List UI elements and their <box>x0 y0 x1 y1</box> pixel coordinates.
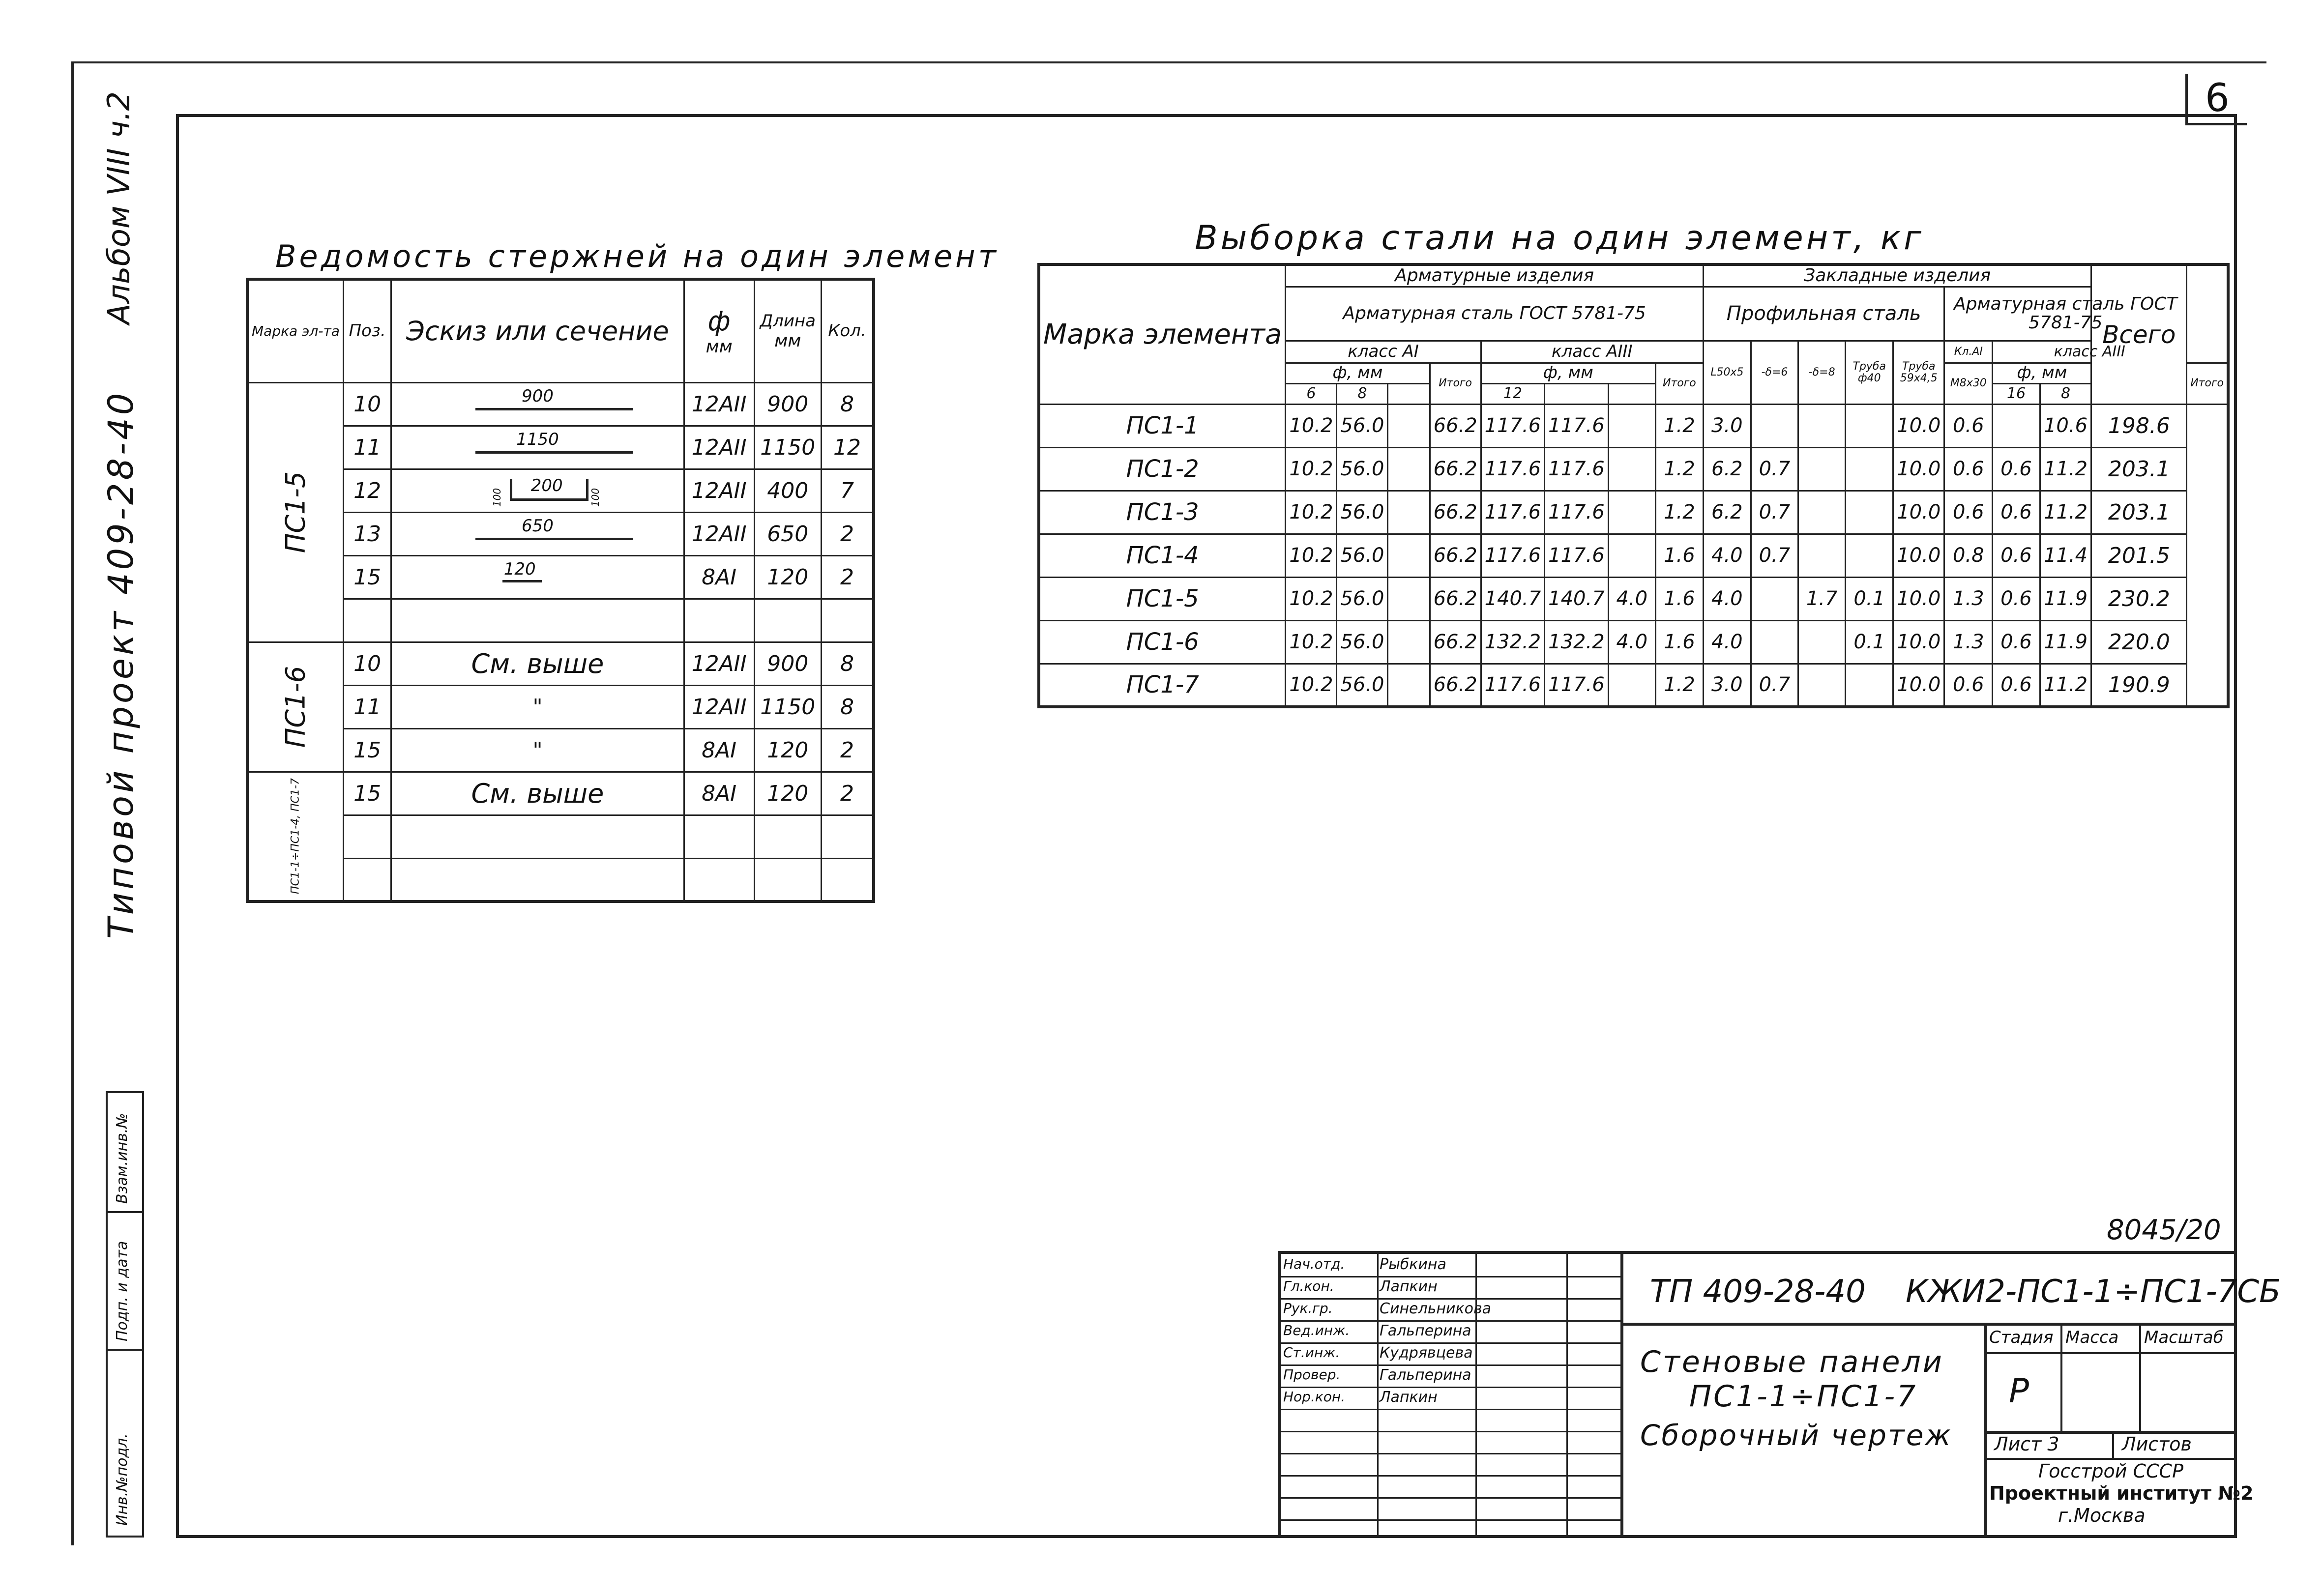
mass-label: Масса <box>2065 1328 2119 1347</box>
cell-l50: 4.0 <box>1608 620 1655 664</box>
col-sketch: Эскиз или сечение <box>391 279 684 382</box>
col-pos: Поз. <box>343 279 391 382</box>
signature-row <box>1281 1387 1620 1410</box>
cell-p40 <box>1751 620 1798 664</box>
cell-p40 <box>1751 404 1798 447</box>
cell-c6: 10.2 <box>1286 577 1337 620</box>
steel-table: Марка элемента Арматурные изделия Закладные изделия Всего Арматурная сталь ГОСТ 5781-75 Профильная сталь Арматурная сталь ГОСТ 5781-75 класс AI класс AIII L50x5 -δ=6 -δ=8 Труба ф40 Труба 59х4,5 Кл.АI класс AIII ф, мм Итого ф, мм Итого М8х30 ф, мм Итого 6 8 12 16 8 ПС1-1 10.2 56.0 66.2 117.6 117.6 1.2 3.0 10.0 0.6 10.6 198.6 ПС1-2 10.2 56.0 66.2 117.6 117.6 1.2 6.2 0.7 10.0 0.6 0.6 11.2 203.1 ПС1-3 10.2 56.0 66.2 117.6 117.6 1.2 6.2 0.7 10.0 0.6 0.6 11.2 203.1 ПС1-4 10.2 56.0 66.2 117.6 117.6 1.6 4.0 0.7 10.0 0.8 0.6 11.4 201.5 ПС1-5 10.2 56.0 66.2 140.7 140.7 4.0 1.6 4.0 1.7 0.1 10.0 1.3 0.6 11.9 230.2 ПС1-6 10.2 56.0 66.2 132.2 132.2 4.0 1.6 4.0 0.1 10.0 1.3 0.6 11.9 220.0 ПС1-7 10.2 56.0 66.2 117.6 117.6 1.2 3.0 0.7 10.0 0.6 0.6 11.2 190.9 <box>1037 263 2230 708</box>
cell-blank <box>1388 491 1430 534</box>
person-name: Гальперина <box>1380 1322 1471 1339</box>
cell-it2: 117.6 <box>1545 534 1609 577</box>
cell-d8: 4.0 <box>1703 577 1751 620</box>
cell-d8: 6.2 <box>1703 491 1751 534</box>
cell-it2: 117.6 <box>1545 664 1609 707</box>
table-row <box>1039 534 2228 577</box>
cell-m8: 0.1 <box>1846 620 1893 664</box>
cell-p59 <box>1798 491 1846 534</box>
cell-e10: 0.6 <box>1993 664 2040 707</box>
cell-d6: 1.6 <box>1655 620 1703 664</box>
signature-row <box>1281 1431 1620 1454</box>
name-line3: Сборочный чертеж <box>1640 1419 1952 1452</box>
signature-row <box>1281 1342 1620 1366</box>
cell-total: 203.1 <box>2091 491 2187 534</box>
cell-e10 <box>1993 404 2040 447</box>
cell-e8: 0.6 <box>1944 447 1993 491</box>
cell-total: 203.1 <box>2091 447 2187 491</box>
cell-p40: 0.7 <box>1751 534 1798 577</box>
sheets-label: Листов <box>2122 1433 2192 1455</box>
group-mark-ps1-other: ПС1-1÷ПС1-4, ПС1-7 <box>247 772 343 901</box>
person-name: Рыбкина <box>1380 1256 1446 1273</box>
archive-number: 8045/20 <box>2107 1214 2221 1246</box>
cell-d8: 4.0 <box>1703 534 1751 577</box>
cell-total: 198.6 <box>2091 404 2187 447</box>
u-bar-sketch: 200 100 100 <box>391 469 684 512</box>
col-qty: Кол. <box>821 279 874 382</box>
table-row <box>1039 664 2228 707</box>
cell-it2: 140.7 <box>1545 577 1609 620</box>
cell-e8: 0.6 <box>1944 404 1993 447</box>
cell-p59 <box>1798 534 1846 577</box>
side-album-label: Альбом VIII ч.2 <box>101 91 137 324</box>
cell-p40 <box>1751 577 1798 620</box>
cell-m8: 0.1 <box>1846 577 1893 620</box>
org-line3: г.Москва <box>2058 1505 2146 1526</box>
cell-e8: 1.3 <box>1944 620 1993 664</box>
signature-row <box>1281 1475 1620 1499</box>
person-name: Синельникова <box>1380 1300 1492 1317</box>
cell-e10: 0.6 <box>1993 620 2040 664</box>
col-length: Длина мм <box>754 279 821 382</box>
cell-total: 201.5 <box>2091 534 2187 577</box>
element-mark: ПС1-4 <box>1039 534 1286 577</box>
cell-p40: 0.7 <box>1751 447 1798 491</box>
element-mark: ПС1-6 <box>1039 620 1286 664</box>
cell-p59 <box>1798 447 1846 491</box>
role-label: Нор.кон. <box>1283 1389 1346 1405</box>
table-row: 13 650 12AII 650 2 <box>247 512 874 555</box>
role-label: Гл.кон. <box>1283 1278 1334 1294</box>
cell-blank <box>1388 620 1430 664</box>
cell-blank <box>1388 404 1430 447</box>
table-row: 12 200 100 100 12AII 400 7 <box>247 469 874 512</box>
cell-c6: 10.2 <box>1286 664 1337 707</box>
cell-d6: 1.6 <box>1655 577 1703 620</box>
cell-it3: 11.9 <box>2040 620 2091 664</box>
cell-e10: 0.6 <box>1993 534 2040 577</box>
cell-c12: 117.6 <box>1481 447 1545 491</box>
cell-c8: 56.0 <box>1337 404 1388 447</box>
cell-blank <box>1388 577 1430 620</box>
cell-m8 <box>1846 534 1893 577</box>
table-row <box>1039 404 2228 447</box>
cell-d6: 1.2 <box>1655 491 1703 534</box>
cell-total: 220.0 <box>2091 620 2187 664</box>
table-row <box>1039 577 2228 620</box>
cell-c6: 10.2 <box>1286 491 1337 534</box>
cell-c8: 56.0 <box>1337 620 1388 664</box>
table-row: 11 " 12AII 1150 8 <box>247 685 874 728</box>
cell-c6: 10.2 <box>1286 447 1337 491</box>
cell-e16: 10.0 <box>1893 577 1944 620</box>
cell-blank <box>1388 664 1430 707</box>
cell-l50 <box>1608 664 1655 707</box>
cell-e16: 10.0 <box>1893 620 1944 664</box>
cell-d8: 6.2 <box>1703 447 1751 491</box>
cell-total: 230.2 <box>2091 577 2187 620</box>
element-mark: ПС1-3 <box>1039 491 1286 534</box>
cell-e10: 0.6 <box>1993 577 2040 620</box>
role-label: Вед.инж. <box>1283 1322 1350 1338</box>
element-mark: ПС1-2 <box>1039 447 1286 491</box>
element-mark: ПС1-5 <box>1039 577 1286 620</box>
vzam-inv-label: Взам.инв.№ <box>114 1113 131 1204</box>
cell-l50 <box>1608 404 1655 447</box>
signature-row <box>1281 1497 1620 1521</box>
org-line2: Проектный институт №2 <box>1989 1482 2254 1504</box>
signature-row <box>1281 1254 1620 1277</box>
role-label: Ст.инж. <box>1283 1344 1340 1361</box>
cell-c12: 132.2 <box>1481 620 1545 664</box>
rods-table <box>246 278 875 903</box>
cell-d8: 4.0 <box>1703 620 1751 664</box>
signature-row <box>1281 1276 1620 1300</box>
cell-e16: 10.0 <box>1893 404 1944 447</box>
signature-row <box>1281 1320 1620 1344</box>
side-project-label: Типовой проект 409-28-40 <box>101 390 141 939</box>
cell-e16: 10.0 <box>1893 534 1944 577</box>
cell-c12: 117.6 <box>1481 534 1545 577</box>
cell-m8 <box>1846 447 1893 491</box>
cell-m8 <box>1846 664 1893 707</box>
cell-total: 190.9 <box>2091 664 2187 707</box>
table-row: ПС1-6 10 См. выше 12AII 900 8 <box>247 642 874 685</box>
cell-it3: 11.4 <box>2040 534 2091 577</box>
cell-m8 <box>1846 404 1893 447</box>
table-row <box>1039 620 2228 664</box>
inventory-stamp <box>106 1091 144 1538</box>
cell-p59 <box>1798 404 1846 447</box>
signature-row <box>1281 1298 1620 1322</box>
cell-e8: 0.6 <box>1944 664 1993 707</box>
cell-e16: 10.0 <box>1893 447 1944 491</box>
table-row <box>1039 447 2228 491</box>
cell-it2: 132.2 <box>1545 620 1609 664</box>
cell-p59 <box>1798 620 1846 664</box>
cell-it3: 11.9 <box>2040 577 2091 620</box>
cell-it2: 117.6 <box>1545 491 1609 534</box>
cell-d6: 1.2 <box>1655 447 1703 491</box>
title-block <box>1278 1251 2281 1537</box>
cell-p40: 0.7 <box>1751 491 1798 534</box>
sign-date-label: Подп. и дата <box>114 1241 131 1341</box>
cell-it3: 10.6 <box>2040 404 2091 447</box>
cell-c8: 56.0 <box>1337 447 1388 491</box>
cell-d6: 1.6 <box>1655 534 1703 577</box>
cell-it3: 11.2 <box>2040 664 2091 707</box>
cell-e8: 0.8 <box>1944 534 1993 577</box>
cell-d6: 1.2 <box>1655 664 1703 707</box>
cell-it1: 66.2 <box>1430 664 1481 707</box>
stage-value: Р <box>2009 1372 2029 1411</box>
cell-p59: 1.7 <box>1798 577 1846 620</box>
cell-c6: 10.2 <box>1286 534 1337 577</box>
sheet-label: Лист 3 <box>1994 1433 2059 1455</box>
cell-c6: 10.2 <box>1286 404 1337 447</box>
cell-c12: 140.7 <box>1481 577 1545 620</box>
table-row: ПС1-1÷ПС1-4, ПС1-7 15 См. выше 8AI 120 2 <box>247 772 874 815</box>
cell-d8: 3.0 <box>1703 404 1751 447</box>
name-line1: Стеновые панели <box>1640 1345 1944 1379</box>
cell-it1: 66.2 <box>1430 577 1481 620</box>
cell-l50 <box>1608 534 1655 577</box>
table-row: ПС1-5 10 900 12AII 900 8 <box>247 382 874 426</box>
table-row: 15 " 8AI 120 2 <box>247 728 874 772</box>
cell-c8: 56.0 <box>1337 664 1388 707</box>
element-mark: ПС1-1 <box>1039 404 1286 447</box>
table-row: 11 1150 12AII 1150 12 <box>247 426 874 469</box>
cell-l50 <box>1608 491 1655 534</box>
cell-blank <box>1388 534 1430 577</box>
cell-m8 <box>1846 491 1893 534</box>
cell-e10: 0.6 <box>1993 447 2040 491</box>
cell-c8: 56.0 <box>1337 534 1388 577</box>
cell-it1: 66.2 <box>1430 404 1481 447</box>
scale-label: Масштаб <box>2144 1328 2224 1347</box>
cell-blank <box>1388 447 1430 491</box>
cell-l50 <box>1608 447 1655 491</box>
cell-e8: 1.3 <box>1944 577 1993 620</box>
cell-l50: 4.0 <box>1608 577 1655 620</box>
cell-it1: 66.2 <box>1430 620 1481 664</box>
cell-e8: 0.6 <box>1944 491 1993 534</box>
person-name: Лапкин <box>1380 1389 1438 1406</box>
col-total: Всего <box>2091 264 2187 404</box>
cell-p40: 0.7 <box>1751 664 1798 707</box>
sheet-number: 6 <box>2185 74 2247 125</box>
org-line1: Госстрой СССР <box>2038 1460 2184 1482</box>
cell-it2: 117.6 <box>1545 447 1609 491</box>
cell-it3: 11.2 <box>2040 447 2091 491</box>
table-row: 15 120 8AI 120 2 <box>247 555 874 599</box>
col-mark: Марка эл-та <box>247 279 343 382</box>
group-mark-ps1-6: ПС1-6 <box>247 642 343 772</box>
signature-row <box>1281 1453 1620 1477</box>
signature-row <box>1281 1364 1620 1388</box>
role-label: Рук.гр. <box>1283 1300 1333 1316</box>
cell-it1: 66.2 <box>1430 534 1481 577</box>
element-mark: ПС1-7 <box>1039 664 1286 707</box>
role-label: Нач.отд. <box>1283 1256 1345 1272</box>
cell-c12: 117.6 <box>1481 664 1545 707</box>
doc-code: КЖИ2-ПС1-1÷ПС1-7СБ <box>1906 1274 2281 1310</box>
rods-table-title: Ведомость стержней на один элемент <box>275 238 999 274</box>
group-mark-ps1-5: ПС1-5 <box>247 382 343 642</box>
cell-it1: 66.2 <box>1430 491 1481 534</box>
cell-e16: 10.0 <box>1893 491 1944 534</box>
col-phi: ф мм <box>684 279 754 382</box>
cell-c8: 56.0 <box>1337 491 1388 534</box>
cell-p59 <box>1798 664 1846 707</box>
signature-row <box>1281 1409 1620 1432</box>
cell-d6: 1.2 <box>1655 404 1703 447</box>
table-row <box>1039 491 2228 534</box>
name-line2: ПС1-1÷ПС1-7 <box>1689 1379 1918 1414</box>
steel-table-title: Выборка стали на один элемент, кг <box>1195 219 1924 258</box>
cell-e16: 10.0 <box>1893 664 1944 707</box>
cell-c12: 117.6 <box>1481 404 1545 447</box>
cell-it3: 11.2 <box>2040 491 2091 534</box>
project-code: ТП 409-28-40 <box>1650 1274 1866 1310</box>
inv-original-label: Инв.№подл. <box>114 1433 131 1526</box>
cell-d8: 3.0 <box>1703 664 1751 707</box>
role-label: Провер. <box>1283 1366 1341 1383</box>
cell-c8: 56.0 <box>1337 577 1388 620</box>
cell-it2: 117.6 <box>1545 404 1609 447</box>
person-name: Кудрявцева <box>1380 1344 1473 1362</box>
cell-it1: 66.2 <box>1430 447 1481 491</box>
cell-e10: 0.6 <box>1993 491 2040 534</box>
person-name: Гальперина <box>1380 1366 1471 1384</box>
person-name: Лапкин <box>1380 1278 1438 1295</box>
col-mark: Марка элемента <box>1039 264 1286 404</box>
cell-c6: 10.2 <box>1286 620 1337 664</box>
stage-label: Стадия <box>1989 1328 2054 1347</box>
cell-c12: 117.6 <box>1481 491 1545 534</box>
